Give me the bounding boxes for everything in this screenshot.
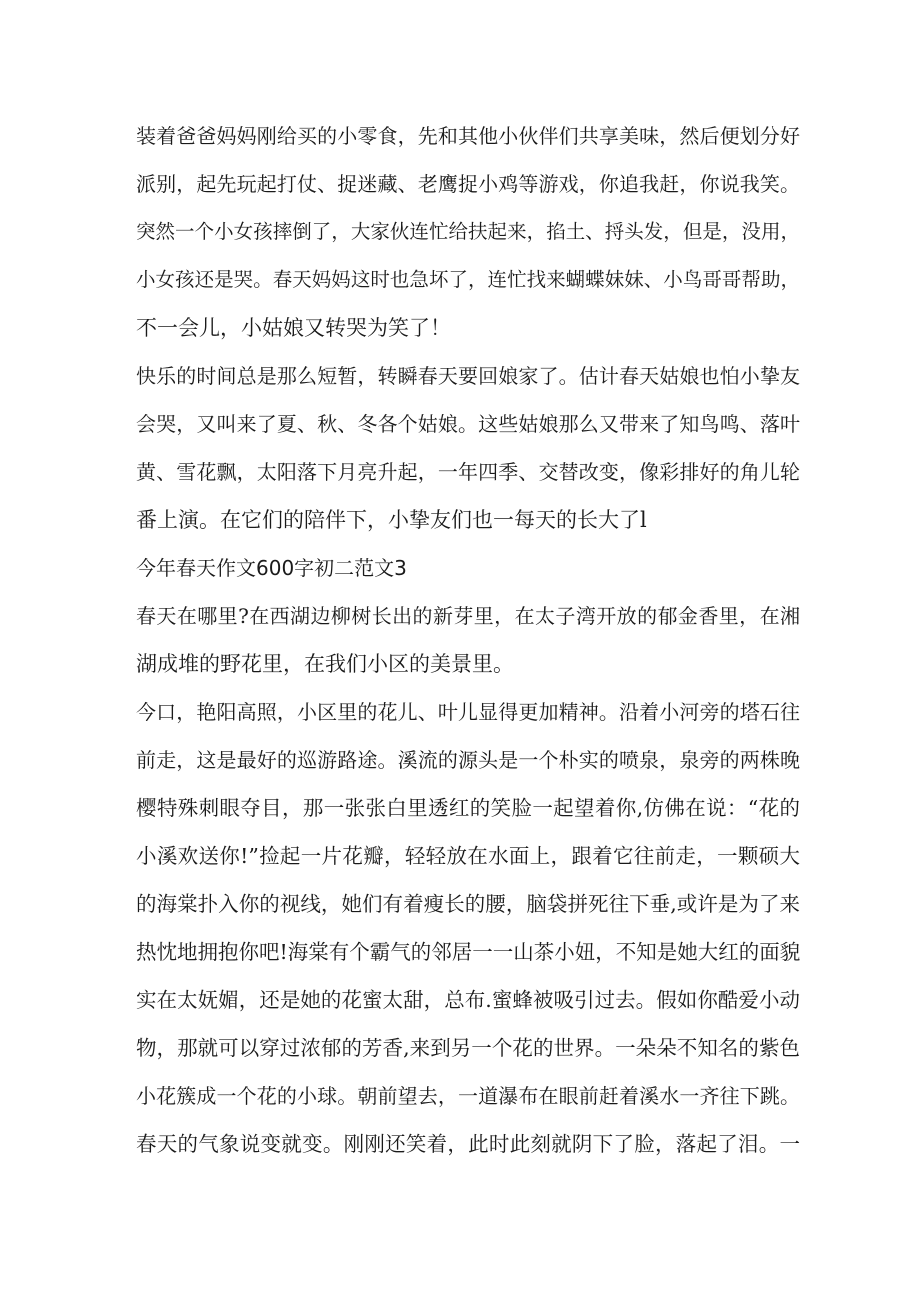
text-line: 快乐的时间总是那么短暂，转瞬春天要回娘家了。估计春天姑娘也怕小挚友 — [136, 364, 800, 388]
text-line: 今口，艳阳高照，小区里的花儿、叶儿显得更加精神。沿着小河旁的塔石往 — [136, 700, 800, 724]
text-line: 樱特殊刺眼夺目，那一张张白里透红的笑脸一起望着你,仿佛在说：“花的 — [136, 796, 800, 820]
text-line: 热忱地拥抱你吧!海棠有个霸气的邻居一一山茶小妞，不知是她大红的面貌 — [136, 940, 801, 964]
text-line: 前走，这是最好的巡游路途。溪流的源头是一个朴实的喷泉，泉旁的两株晚 — [136, 748, 800, 772]
text-line: 春天在哪里?在西湖边柳树长出的新芽里，在太子湾开放的郁金香里，在湘 — [136, 604, 800, 628]
text-line: 实在太妩媚，还是她的花蜜太甜，总布.蜜蜂被吸引过去。假如你酷爱小动 — [136, 988, 800, 1012]
text-line: 会哭，又叫来了夏、秋、冬各个姑娘。这些姑娘那么又带来了知鸟鸣、落叶 — [136, 412, 800, 436]
section-heading: 今年春天作文600字初二范文3 — [136, 556, 407, 580]
text-line: 突然一个小女孩摔倒了，大家伙连忙给扶起来，掐土、捋头发，但是，没用， — [136, 220, 800, 243]
text-line: 春天的气象说变就变。刚刚还笑着，此时此刻就阴下了脸，落起了泪。一 — [136, 1132, 800, 1156]
text-line: 装着爸爸妈妈刚给买的小零食，先和其他小伙伴们共享美味，然后便划分好 — [136, 124, 800, 148]
essay-text — [136, 112, 800, 1168]
text-line: 不一会儿，小姑娘又转哭为笑了！ — [136, 316, 451, 340]
text-line: 番上演。在它们的陪伴下，小挚友们也一每天的长大了l — [136, 508, 647, 532]
text-line: 物，那就可以穿过浓郁的芳香,来到另一个花的世界。一朵朵不知名的紫色 — [136, 1036, 800, 1060]
text-line: 的海棠扑入你的视线，她们有着瘦长的腰，脑袋拼死往下垂,或许是为了来 — [136, 892, 800, 916]
text-line: 小溪欢送你!”捡起一片花瓣，轻轻放在水面上，跟着它往前走，一颗硕大 — [136, 844, 800, 868]
text-line: 小花簇成一个花的小球。朝前望去，一道瀑布在眼前赶着溪水一齐往下跳。 — [136, 1084, 800, 1108]
text-line: 湖成堆的野花里，在我们小区的美景里。 — [136, 652, 514, 676]
text-line: 黄、雪花飘，太阳落下月亮升起，一年四季、交替改变，像彩排好的角儿轮 — [136, 460, 800, 484]
text-line: 小女孩还是哭。春天妈妈这时也急坏了，连忙找来蝴蝶妹妹、小鸟哥哥帮助， — [136, 268, 800, 291]
text-line: 派别，起先玩起打仗、捉迷藏、老鹰捉小鸡等游戏，你追我赶，你说我笑。 — [136, 172, 800, 196]
